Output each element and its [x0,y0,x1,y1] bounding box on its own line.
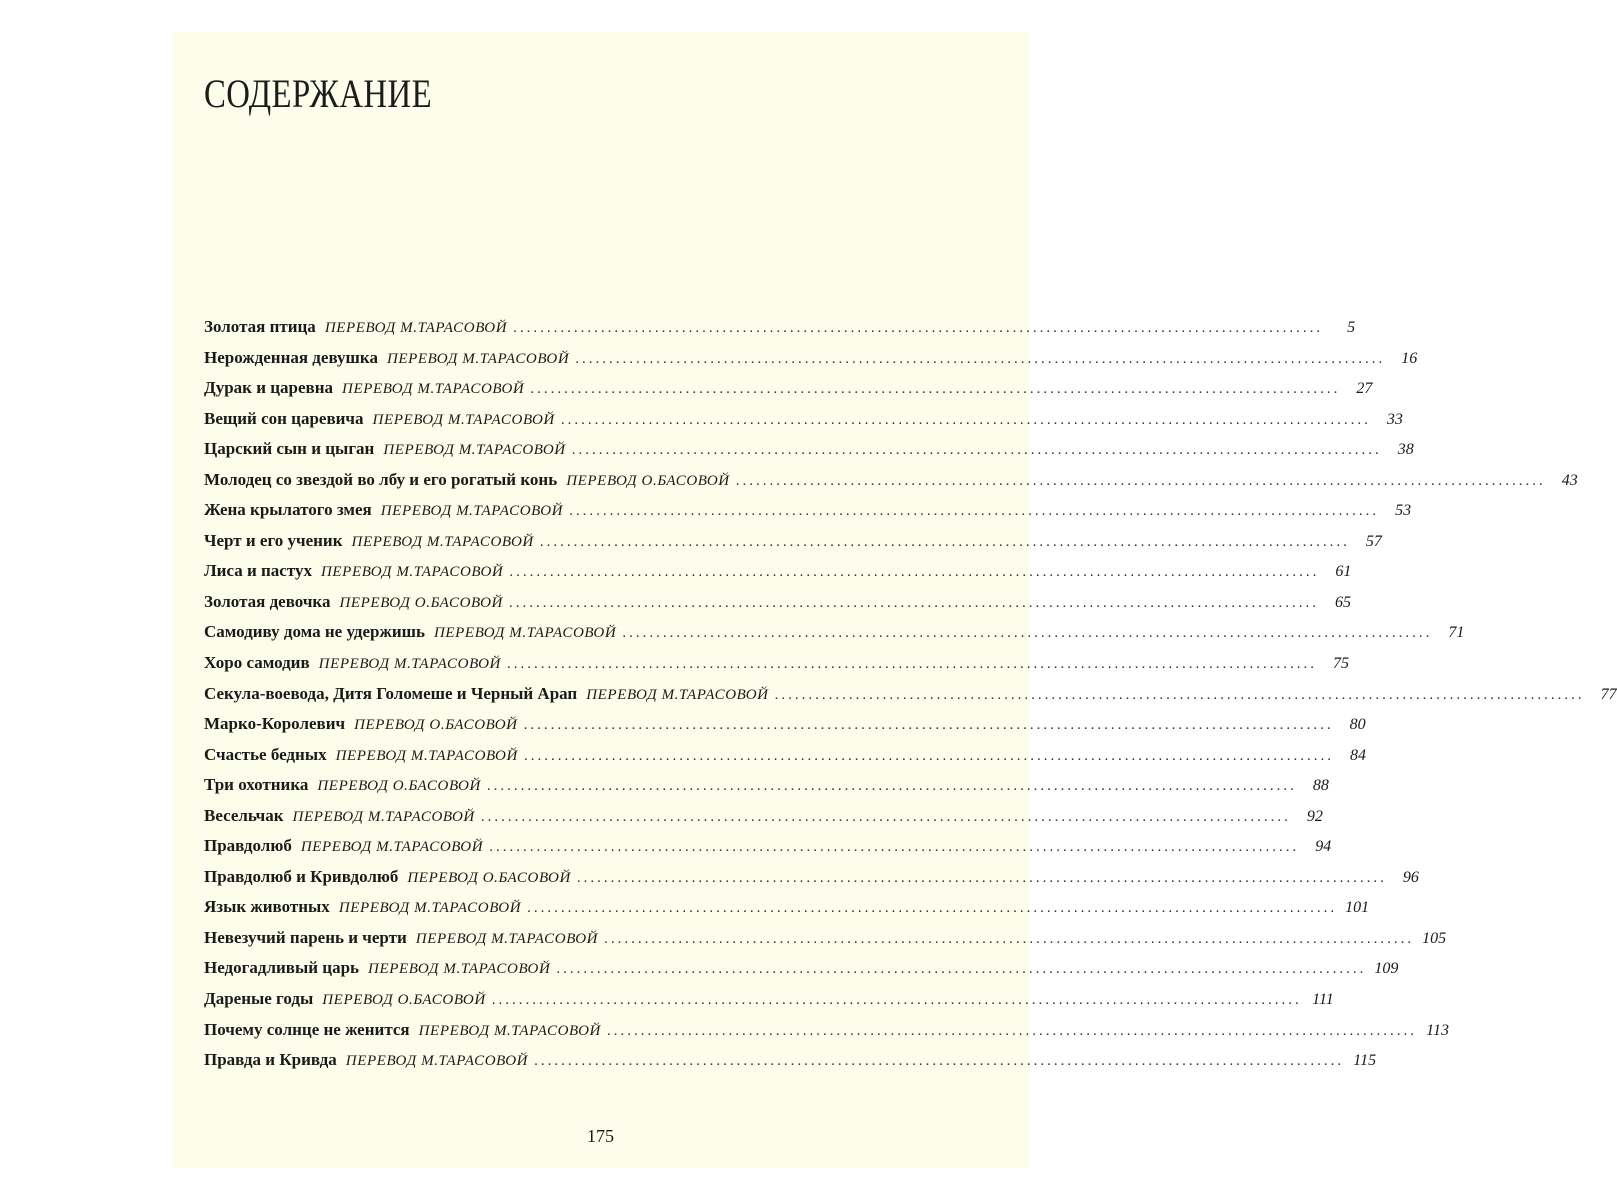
toc-entry-page: 71 [1448,624,1465,642]
toc-entry-title: Нерожденная девушка [204,347,378,367]
toc-entry-title: Дареные годы [204,989,314,1009]
dot-leader: ........................................................................................................................ [534,1053,1345,1070]
dot-leader: ........................................................................................................................ [569,503,1380,520]
dot-leader: ........................................................................................................................ [513,320,1324,336]
toc-entry-page: 65 [1334,593,1351,611]
toc-entry-title: Правдолюб и Кривдолюб [204,866,399,886]
book-page [172,32,1617,1168]
toc-entry [204,469,1578,501]
toc-entry-title: Весельчак [204,805,284,825]
toc-entry-page: 5 [1347,319,1356,336]
toc-entry-page: 109 [1374,960,1399,978]
toc-entry-page: 111 [1312,991,1334,1009]
toc-entry-translator: ПЕРЕВОД М.ТАРАСОВОЙ [418,1022,601,1039]
toc-entry-title: Лиса и пастух [204,561,312,581]
toc-entry-title: Почему солнце не женится [204,1019,410,1039]
toc-entry-page: 77 [1600,685,1617,703]
toc-entry [204,744,1366,776]
toc-entry-page: 94 [1315,838,1332,856]
toc-entry [204,653,1349,684]
dot-leader: ........................................................................................................................ [486,778,1297,795]
toc-entry [204,530,1382,562]
toc-entry-page: 57 [1365,532,1382,550]
dot-leader: ........................................................................................................................ [480,808,1291,825]
toc-entry-translator: ПЕРЕВОД М.ТАРАСОВОЙ [372,411,555,428]
dot-leader: ........................................................................................................................ [604,930,1415,947]
toc-entry-title: Золотая птица [204,317,316,336]
toc-entry-page: 43 [1561,471,1578,489]
toc-entry-page: 105 [1422,929,1447,947]
toc-entry-translator: ПЕРЕВОД М.ТАРАСОВОЙ [342,381,525,398]
dot-leader: ........................................................................................................................ [774,686,1585,703]
toc-entry-title: Правда и Кривда [204,1050,337,1070]
toc-entry-translator: ПЕРЕВОД О.БАСОВОЙ [317,778,481,795]
dot-leader: ........................................................................................................................ [523,747,1334,764]
toc-entry-title: Секула-воевода, Дитя Голомеше и Черный Арап [204,683,578,703]
toc-entry-title: Молодец со звездой во лбу и его рогатый конь [204,469,558,489]
toc-entry-translator: ПЕРЕВОД М.ТАРАСОВОЙ [335,747,518,764]
toc-entry-translator: ПЕРЕВОД М.ТАРАСОВОЙ [433,625,617,642]
dot-leader: ........................................................................................................................ [576,869,1387,886]
toc-entry-page: 61 [1335,563,1352,581]
toc-entry [204,378,1373,409]
toc-entry [204,408,1403,440]
page-title: СОДЕРЖАНИЕ [204,71,433,116]
toc-entry [204,958,1399,989]
toc-entry-page: 113 [1426,1021,1449,1039]
toc-entry-translator: ПЕРЕВОД О.БАСОВОЙ [322,992,486,1009]
toc-entry-translator: ПЕРЕВОД М.ТАРАСОВОЙ [386,350,570,367]
toc-entry-page: 27 [1356,380,1373,398]
toc-entry [204,714,1366,745]
dot-leader: ........................................................................................................................ [560,411,1371,428]
toc-entry-page: 75 [1333,655,1349,673]
toc-entry-translator: ПЕРЕВОД М.ТАРАСОВОЙ [415,930,599,947]
dot-leader: ........................................................................................................................ [622,625,1433,642]
toc-entry-translator: ПЕРЕВОД М.ТАРАСОВОЙ [383,442,566,459]
toc-entry-translator: ПЕРЕВОД М.ТАРАСОВОЙ [380,503,564,520]
toc-entry-translator: ПЕРЕВОД М.ТАРАСОВОЙ [338,900,522,917]
toc-entry-title: Золотая девочка [204,591,331,611]
toc-entry [204,805,1323,837]
toc-entry-title: Счастье бедных [204,744,327,764]
toc-entry [204,866,1419,898]
toc-entry [204,683,1617,715]
toc-entry [204,622,1465,653]
toc-entry-page: 53 [1395,502,1412,520]
toc-entry-translator: ПЕРЕВОД М.ТАРАСОВОЙ [320,564,504,581]
toc-entry [204,927,1447,959]
toc-entry-page: 92 [1306,807,1323,825]
toc-entry-page: 16 [1401,349,1418,367]
page-number: 175 [587,1126,614,1146]
dot-leader: ........................................................................................................................ [508,594,1319,611]
toc-entry-translator: ПЕРЕВОД М.ТАРАСОВОЙ [351,533,534,550]
dot-leader: ........................................................................................................................ [491,992,1302,1009]
dot-leader: ........................................................................................................................ [735,472,1546,489]
toc-entry [204,500,1412,531]
dot-leader: ........................................................................................................................ [556,961,1367,978]
toc-entry [204,347,1418,379]
toc-entry [204,1019,1449,1051]
toc-entry-page: 96 [1402,868,1419,886]
toc-entry-page: 33 [1386,410,1403,428]
dot-leader: ........................................................................................................................ [523,717,1334,734]
toc-entry-translator: ПЕРЕВОД М.ТАРАСОВОЙ [345,1053,529,1070]
dot-leader: ........................................................................................................................ [575,350,1386,367]
toc-entry-title: Марко-Королевич [204,714,346,734]
dot-leader: ........................................................................................................................ [606,1022,1417,1039]
toc-entry-title: Невезучий парень и черти [204,927,407,947]
toc-entry-translator: ПЕРЕВОД М.ТАРАСОВОЙ [368,961,551,978]
toc-entry-translator: ПЕРЕВОД М.ТАРАСОВОЙ [300,839,484,856]
toc-entry-title: Хоро самодив [204,653,310,673]
toc-entry-page: 38 [1397,441,1414,459]
toc-entry-title: Самодиву дома не удержишь [204,622,425,642]
toc-entry-page: 84 [1349,746,1366,764]
toc-entry [204,439,1414,470]
toc-entry [204,317,1356,348]
toc-entry-title: Жена крылатого змея [204,500,372,520]
toc-entry [204,989,1334,1020]
dot-leader: ........................................................................................................................ [571,442,1382,459]
toc-entry [204,1050,1377,1081]
dot-leader: ........................................................................................................................ [507,656,1317,673]
toc-entry-translator: ПЕРЕВОД М.ТАРАСОВОЙ [292,808,475,825]
toc-entry-translator: ПЕРЕВОД О.БАСОВОЙ [407,869,571,886]
toc-entry-translator: ПЕРЕВОД М.ТАРАСОВОЙ [324,320,508,336]
toc-entry-translator: ПЕРЕВОД О.БАСОВОЙ [354,717,518,734]
toc-entry-page: 88 [1312,777,1329,795]
dot-leader: ........................................................................................................................ [530,381,1341,398]
toc-entry-title: Язык животных [204,897,330,917]
toc-entry [204,561,1352,592]
toc-entry [204,897,1370,928]
toc-entry-page: 101 [1345,899,1370,917]
toc-entry-title: Вещий сон царевича [204,408,364,428]
toc-entry-translator: ПЕРЕВОД М.ТАРАСОВОЙ [318,656,501,673]
dot-leader: ........................................................................................................................ [539,533,1350,550]
toc-entry [204,836,1332,867]
toc-entry-title: Черт и его ученик [204,530,343,550]
dot-leader: ........................................................................................................................ [489,839,1300,856]
toc-entry-title: Дурак и царевна [204,378,334,398]
toc-entry-title: Недогадливый царь [204,958,360,978]
toc-entry-page: 80 [1349,716,1366,734]
table-of-contents [204,317,1617,1081]
toc-entry-translator: ПЕРЕВОД М.ТАРАСОВОЙ [586,686,769,703]
dot-leader: ........................................................................................................................ [527,900,1338,917]
toc-entry-translator: ПЕРЕВОД О.БАСОВОЙ [339,594,503,611]
toc-entry-title: Царский сын и цыган [204,439,375,459]
toc-entry-title: Три охотника [204,775,309,795]
toc-entry-title: Правдолюб [204,836,292,856]
toc-entry [204,591,1351,623]
toc-entry [204,775,1329,806]
toc-entry-translator: ПЕРЕВОД О.БАСОВОЙ [566,472,730,489]
dot-leader: ........................................................................................................................ [509,564,1320,581]
toc-entry-page: 115 [1353,1052,1377,1070]
